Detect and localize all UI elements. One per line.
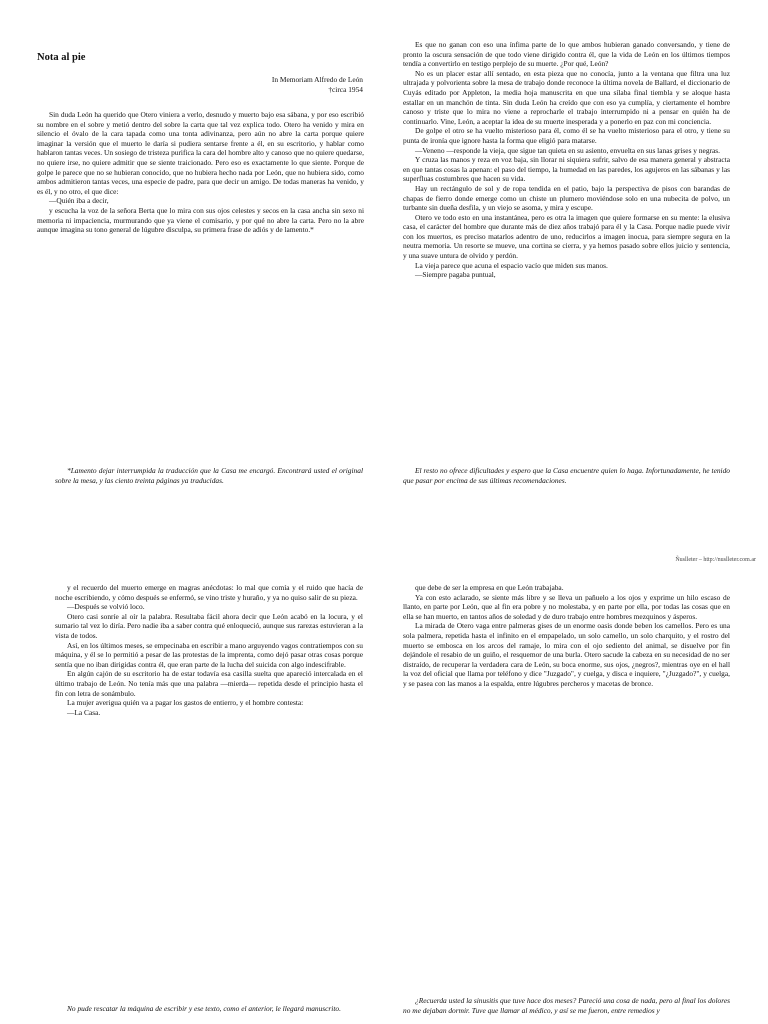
dedication — [272, 75, 363, 94]
paragraph: —Después se volvió loco. — [67, 602, 145, 612]
paragraph: Y cruza las manos y reza en voz baja, sin llorar ni siquiera sufrir, salvo de esa manera general y abstracta en que tantas cosas la apenan: el paso del tiempo, la humedad en las paredes, los agujeros en las sábanas y las superfluas costumbres que hacen su vida. — [403, 155, 730, 184]
paragraph: y el recuerdo del muerto emerge en magras anécdotas: lo mal que comía y el ruido que hacía de noche escribiendo, y cómo después se enfermó, se vino triste y huraño, y ya no quiso salir de su pieza. — [55, 583, 363, 602]
page1-footnote — [55, 466, 363, 485]
page-title: Nota al pie — [37, 52, 86, 63]
site-header: Ñuslleter – http://nuslleter.com.ar — [675, 557, 756, 563]
paragraph: La mirada de Otero vaga entre palmeras gises de un enorme oasis donde beben los camellos. Pero es una sola palmera, repetida hasta el infinito en el empapelado, un solo camello, un solo charquito, y el rostro del muerto se embosca en los arcos del ramaje, lo mira con el ojo sediento del animal, se disuelve por fin dejándole el resabio de un guiño, el resquemor de una burla. Otero sacude la cabeza en su necesidad de no ser distraído, de recuperar la verdadera cara de León, su boca enorme, sus ojos, ¿negros?, mientras oye en el hall la voz del oficial que llama por teléfono y dice "Juzgado", y cuelga, y disca e inquiere, "¿Juzgado?", y cuelga, y se pasea con las manos a la espalda, entre lúgubres percheros y macetas de bronce. — [403, 621, 730, 688]
paragraph: —Siempre pagaba puntual, — [415, 270, 496, 280]
paragraph: La mujer averigua quién va a pagar los gastos de entierro, y el hombre contesta: — [67, 698, 304, 708]
paragraph: La vieja parece que acuna el espacio vacío que miden sus manos. — [415, 260, 608, 270]
page2-footnote — [403, 466, 730, 485]
paragraph: Es que no ganan con eso una ínfima parte de lo que ambos hubieran ganado conversando, y tiene de pronto la oscura sensación de que todo viene dirigido contra él, que la vida de León en los últimos tiempos tendía a convertirlo en testigo perplejo de su muerte. ¿Por qué, León? — [403, 40, 730, 69]
paragraph: Otero ve todo esto en una instantánea, pero es otra la imagen que quiere formarse en su mente: la elusiva casa, el carácter del hombre que durante más de diez años trabajó para él y la Casa. Porque nadie puede vivir con los muertos, es preciso matarlos adentro de uno, reducirlos a imagen inocua, para siempre segura en la neutra memoria. Un resorte se mueve, una cortina se cierra, y ya hemos pasado sobre ellos juicio y sentencia, y una suave untura de olvido y perdón. — [403, 212, 730, 261]
dedication-line: In Memoriam Alfredo de León — [271, 75, 363, 84]
paragraph: y escucha la voz de la señora Berta que lo mira con sus ojos celestes y secos en la casa ancha sin sexo ni memoria ni impaciencia, murmurando que ya viene el comisario, y por qué no abre la carta. Pero no la abre aunque imagina su tono general de lúgubre disculpa, su primera frase de adiós y de lamento.* — [37, 205, 364, 235]
paragraph: Ya con esto aclarado, se siente más libre y se lleva un pañuelo a los ojos y exprime un hilo escaso de llanto, en parte por León, que al fin era pobre y no molestaba, y en parte por ella, por todas las cosas que en ella se han muerto, en tantos años de soledad y de duro trabajo entre hombres mezquinos y ásperos. — [403, 592, 730, 621]
footnote-text: *Lamento dejar interrumpida la traducción que la Casa me encargó. Encontrará usted el original sobre la mesa, y las ciento treinta páginas ya traducidas. — [55, 466, 363, 485]
paragraph: De golpe el otro se ha vuelto misterioso para él, como él se ha vuelto misterioso para el otro, y tiene su punta de ironía que ignore hasta la forma que eligió para matarse. — [403, 126, 730, 145]
paragraph: que debe de ser la empresa en que León trabajaba. — [415, 583, 564, 592]
paragraph: No es un placer estar allí sentado, en esta pieza que no conocía, junto a la ventana que filtra una luz ultrajada y polvorienta sobre la mesa de trabajo donde reconoce la última novela de Ballard, el diccionario de Cuyás editado por Appleton, la media hoja manuscrita en que una sílaba final tiembla y se aloque hasta estallar en un manchón de tinta. Sin duda León ha creído que con eso ya cumplía, y ciertamente el hombre canoso y triste que lo mira no viene a reprocharle el trabajo interrumpido ni a pensar en quién ha de continuarlo. Vine, León, a aceptar la idea de su muerte inesperada y a ponerlo en paz con mi conciencia. — [403, 68, 730, 126]
page1-body — [37, 110, 364, 235]
page3-body — [55, 583, 363, 717]
page2-body — [403, 40, 730, 280]
dedication-date: †circa 1954 — [328, 84, 363, 94]
page3-footnote — [55, 1004, 363, 1014]
paragraph: —Veneno —responde la vieja, que sigue tan quieta en su asiento, envuelta en sus lanas grises y negras. — [415, 145, 720, 155]
footnote-text: El resto no ofrece dificultades y espero que la Casa encuentre quien lo haga. Infortunadamente, he tenido que pasar por encima de sus últimas recomendaciones. — [403, 466, 730, 485]
footnote-text: ¿Recuerda usted la sinusitis que tuve hace dos meses? Pareció una cosa de nada, pero al final los dolores no me dejaban dormir. Tuve que llamar al médico, y así se me fueron, entre remedios y — [403, 996, 730, 1015]
paragraph: Sin duda León ha querido que Otero viniera a verlo, desnudo y muerto bajo esa sábana, y por eso escribió su nombre en el sobre y metió dentro del sobre la carta que tal vez explica todo. Otero ha venido y mira en silencio el óvalo de la cara tapada como una tonta adivinanza, pero aún no abre la carta porque quiere imaginar la versión que el muerto le daría si pudiera sentarse frente a él, en su escritorio, y hablar como hablaron tantas veces. Un sosiego de tristeza purifica la cara del hombre alto y canoso que no quiere quedarse, no quiere irse, no quiere admitir que se siente traicionado. Pero eso es exactamente lo que siente. Porque de golpe le parece que no se hubieran conocido, que no hubiera hecho nada por León, que no hubiera sido, como ambos admitieron tantas veces, una especie de padre, para que decir un amigo. De todas maneras ha venido, y es él, y no otro, el que dice: — [37, 110, 364, 196]
paragraph: Hay un rectángulo de sol y de ropa tendida en el patio, bajo la perspectiva de pisos con barandas de chapas de fierro donde emerge como un chiste un plumero moviéndose solo en una nubecita de polvo, un turbante sin dueña desfila, y un viejo se asoma, y mira y escupe. — [403, 183, 730, 213]
footnote-text: No pude rescatar la máquina de escribir y ese texto, como el anterior, le llegará manuscrito. — [67, 1004, 341, 1013]
page4-body — [403, 583, 730, 689]
paragraph: En algún cajón de su escritorio ha de estar todavía esa casilla suelta que apareció intercalada en el último trabajo de León. No tenía más que una palabra —mierda— repetida desde el principio hasta el fin con letra de sonámbulo. — [55, 669, 363, 698]
paragraph: —La Casa. — [67, 707, 101, 717]
page4-footnote — [403, 996, 730, 1015]
paragraph: —Quién iba a decir, — [49, 196, 109, 206]
paragraph: Así, en los últimos meses, se empecinaba en escribir a mano arguyendo vagos contratiempos con su máquina, y él se lo permitió a pesar de las protestas de la imprenta, como dejó pasar otras cosas porque sentía que no iban dirigidas contra él, que eran parte de la lucha del suicida con algo indescifrable. — [55, 640, 363, 669]
paragraph: Otero casi sonríe al oír la palabra. Resultaba fácil ahora decir que León acabó en la locura, y el sumario tal vez lo diría. Pero nadie iba a saber contra qué enloqueció, aunque sus rarezas estuvieran a la vista de todos. — [55, 611, 363, 640]
